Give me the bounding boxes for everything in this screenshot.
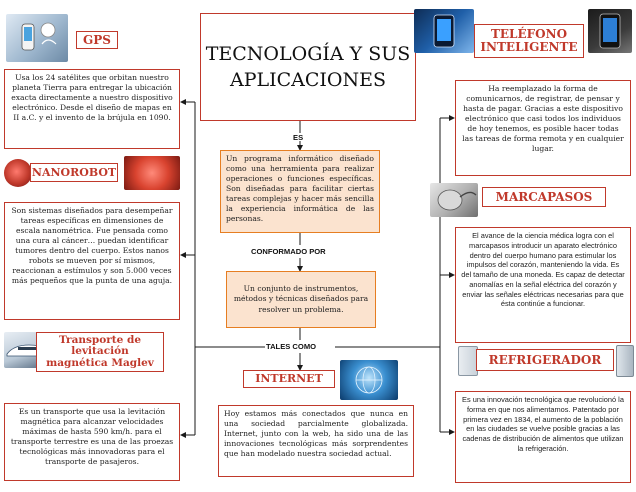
gps-description: Usa los 24 satélites que orbitan nuestro planeta Tierra para entregar la ubicación exacta directamente a nuestro dispositivo electrónico. Desde el diseño de mapas en II a.C. y el invento de la brújula en 1090. — [4, 69, 180, 149]
connector-conformado-por: CONFORMADO POR — [251, 247, 326, 256]
pacemaker-description: El avance de la ciencia médica logra con el marcapasos introducir un aparato electrónico dentro del cuerpo humano para estimular los impulsos del corazón, manteniendo la vida. Es del tamaño de una moneda. Es capaz de detectar anomalías en la señal eléctrica del corazón y enviar las señales eléctricas necesarias para que ésta continúe a funcionar. — [455, 227, 631, 343]
internet-globe-image — [340, 360, 398, 400]
pacemaker-image — [430, 183, 478, 217]
refrigerator-side-image — [616, 345, 634, 377]
refrigerator-label: REFRIGERADOR — [476, 349, 614, 371]
gps-satellite-image — [6, 14, 68, 62]
pacemaker-label: MARCAPASOS — [482, 187, 606, 207]
page-title: TECNOLOGÍA Y SUS APLICACIONES — [200, 13, 416, 121]
composition-box: Un conjunto de instrumentos, métodos y técnicas diseñados para resolver un problema. — [226, 271, 376, 328]
smartphone-image — [414, 9, 474, 53]
nanorobot-cell-image — [124, 156, 180, 190]
refrigerator-image — [458, 346, 478, 376]
definition-box: Un programa informático diseñado como una herramienta para realizar operaciones o funciones específicas. Son diseñadas para facilitar ciertas tareas complejas y hacer más sencilla la experiencia informática de las personas. — [220, 150, 380, 233]
nanorobot-description: Son sistemas diseñados para desempeñar tareas específicas en dimensiones de escala nanométrica. Fue pensada como una cura al cáncer… puedan identificar tumores dentro del cuerpo. Estos nanos robots se mueven por sí mismos, reaccionan a estímulos y son 5.000 veces más pequeños que la punta de una aguja. — [4, 202, 180, 320]
nanorobot-image — [4, 159, 32, 187]
maglev-description: Es un transporte que usa la levitación magnética para alcanzar velocidades máximas de hasta 590 km/h. para el transporte terrestre es una de las proezas tecnológicas más innovadoras para el transporte de pasajeros. — [4, 403, 180, 481]
smartphone-label: TELÉFONO INTELIGENTE — [474, 24, 584, 58]
maglev-label: Transporte de levitación magnética Maglev — [36, 332, 164, 372]
refrigerator-description: Es una innovación tecnológica que revolucionó la forma en que nos alimentamos. Patentado por primera vez en 1834, el aumento de la población en las ciudades se vuelve posible gracias a las cadenas de distribución de alimentos que utilizan la refrigeración. — [455, 391, 631, 483]
smartphone-thumb-image — [588, 9, 632, 53]
internet-label: INTERNET — [243, 370, 335, 388]
internet-description: Hoy estamos más conectados que nunca en una sociedad parcialmente globalizada. Internet, junto con la web, ha sido una de las innovaciones tecnológicas más sorprendentes que han modelado nuestra sociedad actual. — [218, 405, 414, 477]
nanorobot-label: NANOROBOT — [30, 163, 118, 182]
connector-es: ES — [293, 133, 304, 142]
connector-tales-como: TALES COMO — [266, 342, 317, 351]
gps-label: GPS — [76, 31, 118, 49]
smartphone-description: Ha reemplazado la forma de comunicarnos, de registrar, de pensar y hasta de pagar. Gracias a este dispositivo electrónico que casi todos los individuos de hoy tenemos, es posible hacer todas las tareas de forma remota y en cualquier lugar. — [455, 80, 631, 176]
